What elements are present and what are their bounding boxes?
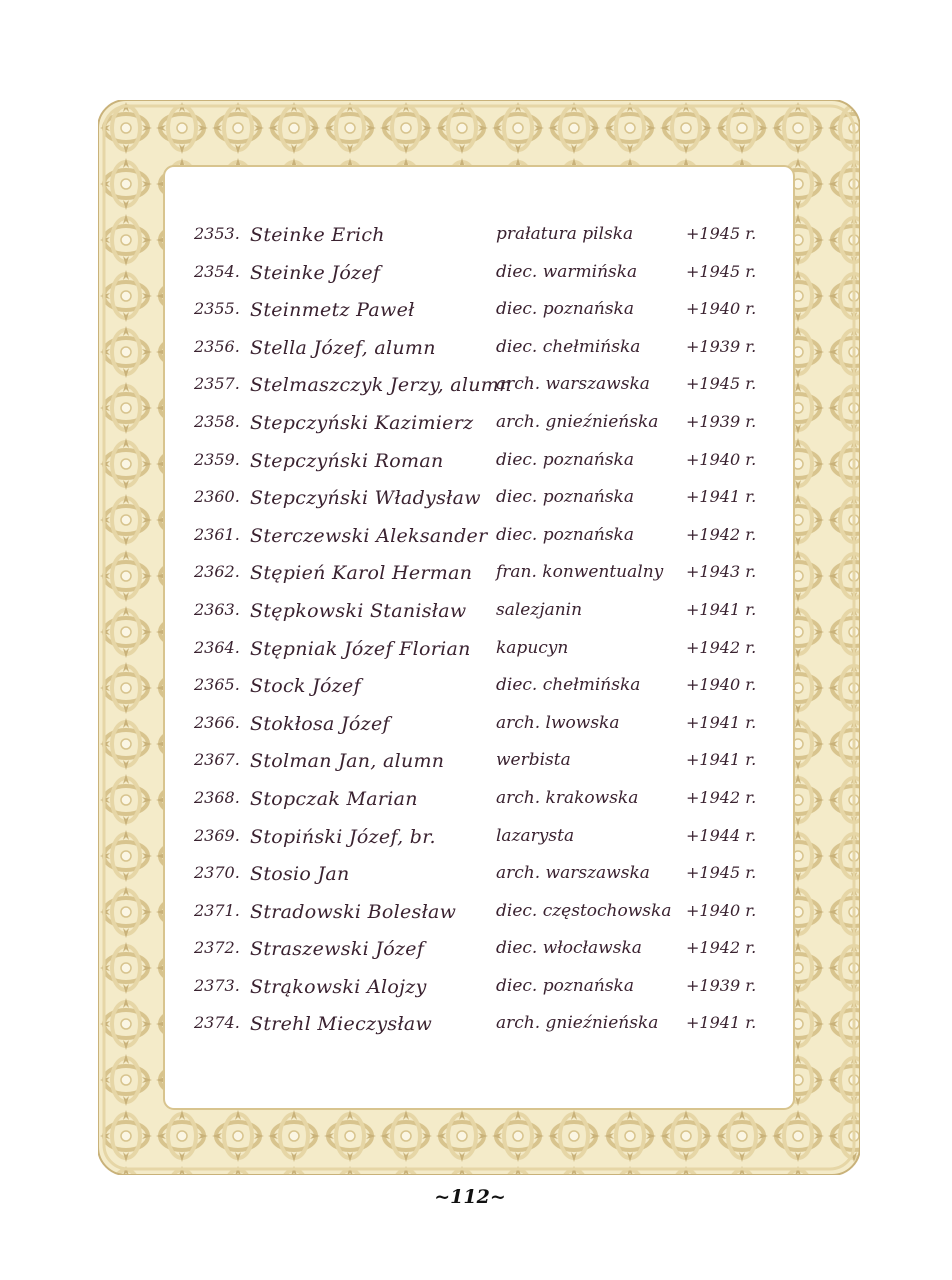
entry-number: 2373.	[194, 975, 240, 995]
entry-diocese: diec. poznańska	[496, 975, 634, 996]
entry-diocese: diec. częstochowska	[496, 900, 672, 921]
entry-name: Stosio Jan	[250, 863, 350, 886]
entry-diocese: kapucyn	[496, 637, 569, 658]
entry-diocese: lazarysta	[496, 825, 575, 846]
entry-year: +1941 r.	[686, 487, 757, 507]
entry-number: 2353.	[194, 224, 240, 243]
entry-year: +1941 r.	[686, 750, 757, 770]
entry-name: Strehl Mieczysław	[250, 1013, 433, 1036]
entry-number: 2363.	[194, 599, 240, 619]
entry-row	[190, 1007, 770, 1045]
entry-year: +1945 r.	[686, 261, 757, 281]
entry-diocese: salezjanin	[496, 599, 583, 620]
entry-year: +1939 r.	[686, 411, 757, 431]
entry-number: 2364.	[194, 637, 240, 657]
entry-name: Stępkowski Stanisław	[250, 599, 467, 622]
entry-name: Stelmaszczyk Jerzy, alumn	[250, 374, 512, 397]
entry-diocese: diec. włocławska	[496, 938, 642, 959]
entry-number: 2354.	[194, 261, 240, 281]
entry-number: 2365.	[194, 675, 240, 695]
entry-row	[190, 519, 770, 557]
entry-name: Stepczyński Kazimierz	[250, 411, 474, 434]
entry-number: 2372.	[194, 938, 240, 958]
entry-name: Stokłosa Józef	[250, 712, 390, 735]
entry-name: Stopiński Józef, br.	[250, 825, 436, 848]
entry-number: 2355.	[194, 299, 240, 319]
entry-year: +1939 r.	[686, 975, 757, 995]
entry-year: +1942 r.	[686, 524, 757, 544]
entry-diocese: diec. poznańska	[496, 487, 634, 508]
entry-diocese: diec. warmińska	[496, 261, 638, 282]
entry-diocese: diec. chełmińska	[496, 336, 641, 357]
entry-year: +1940 r.	[686, 900, 757, 920]
entry-name: Stepczyński Roman	[250, 449, 444, 472]
entry-diocese: arch. warszawska	[496, 374, 650, 395]
entry-name: Steinke Erich	[250, 224, 385, 246]
entry-number: 2370.	[194, 863, 240, 883]
entry-name: Stępniak Józef Florian	[250, 637, 471, 660]
entry-row	[190, 293, 770, 331]
entry-row	[190, 857, 770, 895]
entry-number: 2360.	[194, 487, 240, 507]
entry-year: +1945 r.	[686, 863, 757, 883]
entry-number: 2359.	[194, 449, 240, 469]
entry-name: Stępień Karol Herman	[250, 562, 473, 585]
entry-name: Stepczyński Władysław	[250, 487, 481, 510]
entry-number: 2368.	[194, 787, 240, 807]
entry-diocese: prałatura pilska	[496, 224, 634, 244]
entry-name: Stopczak Marian	[250, 787, 418, 810]
entry-row	[190, 256, 770, 294]
entry-diocese: fran. konwentualny	[496, 562, 664, 583]
entry-diocese: arch. lwowska	[496, 712, 620, 733]
entry-row	[190, 820, 770, 858]
entry-year: +1939 r.	[686, 336, 757, 356]
entry-year: +1942 r.	[686, 938, 757, 958]
entry-row	[190, 707, 770, 745]
entry-year: +1942 r.	[686, 787, 757, 807]
entry-diocese: diec. chełmińska	[496, 675, 641, 696]
page-number: ~112~	[434, 1186, 506, 1208]
entry-number: 2356.	[194, 336, 240, 356]
entry-number: 2371.	[194, 900, 240, 920]
entry-number: 2357.	[194, 374, 240, 394]
entry-row	[190, 556, 770, 594]
entry-row	[190, 782, 770, 820]
entry-number: 2366.	[194, 712, 240, 732]
entry-number: 2362.	[194, 562, 240, 582]
entry-number: 2369.	[194, 825, 240, 845]
entry-row	[190, 632, 770, 670]
entry-row	[190, 444, 770, 482]
entry-row	[190, 594, 770, 632]
entry-name: Stolman Jan, alumn	[250, 750, 445, 773]
entry-name: Steinmetz Paweł	[250, 299, 415, 322]
entry-diocese: werbista	[496, 750, 571, 771]
entry-number: 2358.	[194, 411, 240, 431]
entry-year: +1940 r.	[686, 449, 757, 469]
entry-diocese: arch. gnieźnieńska	[496, 411, 659, 432]
entry-name: Stock Józef	[250, 675, 361, 698]
entry-year: +1942 r.	[686, 637, 757, 657]
entry-name: Straszewski Józef	[250, 938, 425, 961]
entry-row	[190, 669, 770, 707]
entry-name: Stradowski Bolesław	[250, 900, 457, 923]
entry-year: +1941 r.	[686, 599, 757, 619]
entry-name: Strąkowski Alojzy	[250, 975, 427, 998]
entry-row	[190, 895, 770, 933]
entry-row	[190, 406, 770, 444]
entry-year: +1945 r.	[686, 224, 757, 243]
entry-year: +1945 r.	[686, 374, 757, 394]
entry-row	[190, 218, 770, 256]
entry-diocese: arch. gnieźnieńska	[496, 1013, 659, 1034]
entry-diocese: arch. warszawska	[496, 863, 650, 884]
entry-row	[190, 331, 770, 369]
entries-list	[190, 218, 770, 1045]
entry-name: Stella Józef, alumn	[250, 336, 436, 359]
entry-row	[190, 970, 770, 1008]
entry-name: Sterczewski Aleksander	[250, 524, 488, 547]
entry-year: +1941 r.	[686, 712, 757, 732]
entry-row	[190, 744, 770, 782]
entry-year: +1941 r.	[686, 1013, 757, 1033]
entry-year: +1944 r.	[686, 825, 757, 845]
entry-diocese: arch. krakowska	[496, 787, 639, 808]
entry-number: 2367.	[194, 750, 240, 770]
entry-name: Steinke Józef	[250, 261, 381, 284]
entry-diocese: diec. poznańska	[496, 524, 634, 545]
entry-diocese: diec. poznańska	[496, 449, 634, 470]
entry-number: 2374.	[194, 1013, 240, 1033]
entry-year: +1940 r.	[686, 675, 757, 695]
entry-row	[190, 368, 770, 406]
entry-number: 2361.	[194, 524, 240, 544]
entry-year: +1943 r.	[686, 562, 757, 582]
entry-diocese: diec. poznańska	[496, 299, 634, 320]
entry-row	[190, 932, 770, 970]
entry-row	[190, 481, 770, 519]
entry-year: +1940 r.	[686, 299, 757, 319]
